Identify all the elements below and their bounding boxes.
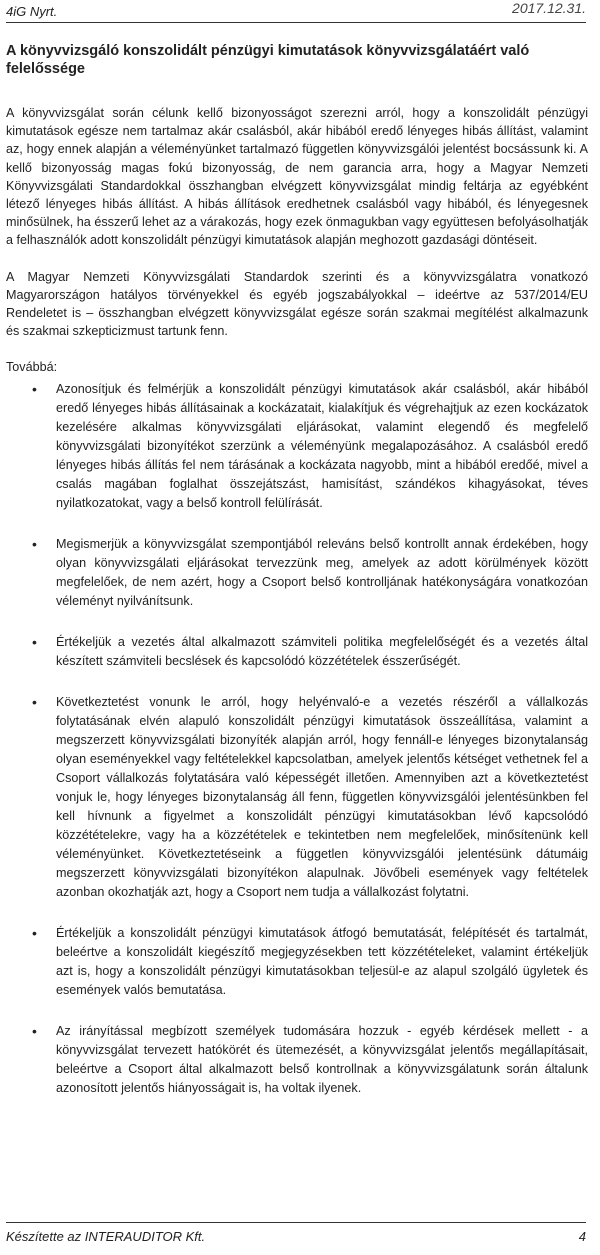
bullet-icon: •: [32, 1023, 37, 1040]
page-number: 4: [578, 1229, 586, 1244]
list-item-text: Értékeljük a vezetés által alkalmazott számviteli politika megfelelőségét és a vezetés által készített számviteli becslések és kapcsolódó közzétételek ésszerűségét.: [56, 635, 588, 669]
bullet-icon: •: [32, 536, 37, 553]
list-item-text: Az irányítással megbízott személyek tudomására hozzuk - egyéb kérdések mellett - a könyvvizsgálat tervezett hatókörét és ütemezését, a könyvvizsgálat jelentős megállapításait, beleértve a Csoport által alkalmazott belső kontrollnak a könyvvizsgálatunk során általunk azonosított jelentős hiányosságait is, ha voltak ilyenek.: [56, 1024, 588, 1096]
bullet-icon: •: [32, 381, 37, 398]
list-item: [6, 924, 588, 1000]
main-content: [6, 42, 588, 1120]
section-title: A könyvvizsgáló konszolidált pénzügyi kimutatások könyvvizsgálatáért való felelőssége: [6, 43, 530, 77]
list-item: [6, 1022, 588, 1098]
page-header: [6, 0, 586, 23]
list-item-text: Azonosítjuk és felmérjük a konszolidált pénzügyi kimutatások akár csalásból, akár hibából eredő lényeges hibás állításainak a kockázatait, kialakítjuk és végrehajtjuk az ezen kockázatok kezelésére alkalmas könyvvizsgálati eljárásokat, valamint elegendő és megfelelő könyvvizsgálati bizonyítékot szerzünk a véleményünk megalapozásához. A csalásból eredő lényeges hibás állítás fel nem tárásának a kockázata nagyobb, mint a hibából eredőé, mivel a csalás magában foglalhat összejátszást, hamisítást, szándékos kihagyásokat, téves nyilatkozatokat, vagy a belső kontroll felülírását.: [56, 382, 588, 511]
prepared-by: Készítette az INTERAUDITOR Kft.: [6, 1229, 206, 1244]
list-item: [6, 535, 588, 611]
list-item-text: Értékeljük a konszolidált pénzügyi kimutatások átfogó bemutatását, felépítését és tartalmát, beleértve a konszolidált kiegészítő megjegyzésekben tett közzétételeket, valamint értékeljük azt is, hogy a konszolidált pénzügyi kimutatásokban teljesül-e az alapul szolgáló ügyletek és események valós bemutatása.: [56, 926, 588, 998]
list-item: [6, 693, 588, 902]
paragraph-objective: A könyvvizsgálat során célunk kellő bizonyosságot szerezni arról, hogy a konszolidált pénzügyi kimutatások egésze nem tartalmaz akár csalásból, akár hibából eredő lényeges hibás állítást, valamint az, hogy ennek alapján a véleményünket tartalmazó független könyvvizsgálói jelentést bocsássunk ki. A kellő bizonyosság magas fokú bizonyosság, de nem garancia arra, hogy a Magyar Nemzeti Könyvvizsgálati Standardokkal összhangban elvégzett könyvvizsgálat mindig feltárja az egyébként létező lényeges hibás állítást. A hibás állítások eredhetnek csalásból vagy hibából, és lényegesnek minősülnek, ha ésszerű lehet az a várakozás, hogy ezek önmagukban vagy együttesen befolyásolhatják a felhasználók adott konszolidált pénzügyi kimutatások alapján meghozott gazdasági döntéseit.: [6, 106, 588, 248]
report-date: 2017.12.31.: [512, 0, 586, 16]
further-label: Továbbá:: [6, 360, 58, 375]
list-item-text: Megismerjük a könyvvizsgálat szempontjából releváns belső kontrollt annak érdekében, hogy olyan könyvvizsgálati eljárásokat tervezzünk meg, amelyek az adott körülmények között megfelelőek, de nem azért, hogy a Csoport belső kontrolljának hatékonyságára vonatkozóan véleményt nyilvánítsunk.: [56, 537, 588, 609]
bullet-icon: •: [32, 634, 37, 651]
company-name: 4iG Nyrt.: [6, 4, 58, 19]
bullet-icon: •: [32, 694, 37, 711]
responsibility-list: [6, 380, 588, 1098]
list-item-text: Következtetést vonunk le arról, hogy helyénvaló-e a vezetés részéről a vállalkozás folytatásának elvén alapuló konszolidált pénzügyi kimutatások összeállítása, valamint a megszerzett könyvvizsgálati bizonyíték alapján arról, hogy fennáll-e lényeges bizonytalanság olyan eseményekkel vagy feltételekkel kapcsolatban, amelyek jelentős kétséget vethetnek fel a Csoport vállalkozás folytatására való képességét illetően. Amennyiben azt a következtetést vonjuk le, hogy lényeges bizonytalanság áll fenn, független könyvvizsgálói jelentésünkben fel kell hívnunk a figyelmet a konszolidált pénzügyi kimutatásokban lévő kapcsolódó közzétételekre, vagy ha a közzétételek e tekintetben nem megfelelőek, minősítenünk kell véleményünket. Következtetéseink a független könyvvizsgálói jelentésünk dátumáig megszerzett könyvvizsgálati bizonyítékon alapulnak. Jövőbeli események vagy feltételek azonban okozhatják azt, hogy a Csoport nem tudja a vállalkozást folytatni.: [56, 695, 588, 900]
list-item: [6, 380, 588, 513]
paragraph-standards: A Magyar Nemzeti Könyvvizsgálati Standardok szerinti és a könyvvizsgálatra vonatkozó Magyarországon hatályos törvényekkel és egyéb jogszabályokkal – ideértve az 537/2014/EU Rendeletet is – összhangban elvégzett könyvvizsgálat egésze során szakmai megítélést alkalmazunk és szakmai szkepticizmust tartunk fenn.: [6, 269, 588, 339]
page-footer: [6, 1222, 586, 1247]
list-item: [6, 633, 588, 671]
bullet-icon: •: [32, 925, 37, 942]
